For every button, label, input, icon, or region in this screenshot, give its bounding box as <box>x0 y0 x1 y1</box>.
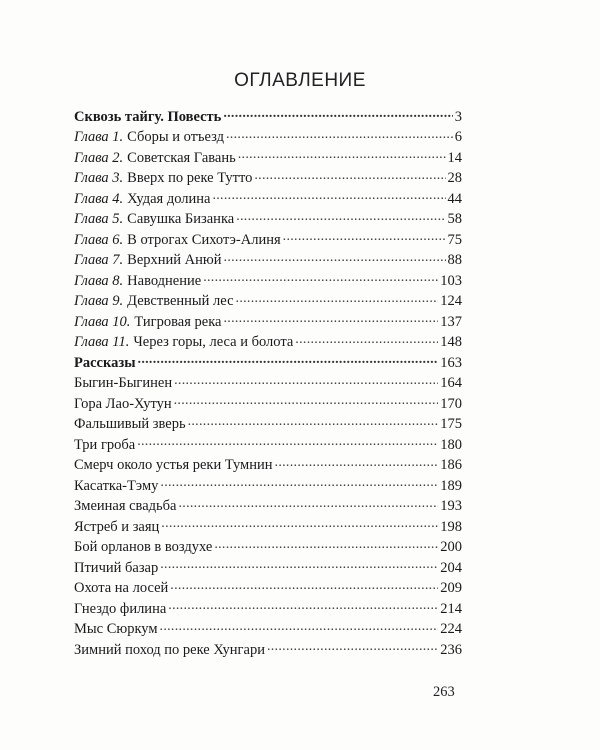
toc-entry <box>74 455 462 476</box>
entry-page-number: 58 <box>447 211 462 227</box>
toc-entry <box>74 619 462 640</box>
entry-title: В отрогах Сихотэ-Алиня <box>127 231 281 248</box>
toc-entry <box>74 414 462 435</box>
entry-title: Фальшивый зверь <box>74 416 186 432</box>
toc-entry <box>74 516 462 537</box>
chapter-prefix: Глава 7. <box>74 252 124 268</box>
dot-leader <box>188 416 439 431</box>
toc-entry <box>74 373 462 394</box>
dot-leader <box>137 436 438 451</box>
page-title: ОГЛАВЛЕНИЕ <box>234 70 366 91</box>
chapter-prefix: Глава 11. <box>74 334 130 350</box>
toc-entry <box>74 147 462 168</box>
entry-title: Гнездо филина <box>74 600 167 617</box>
dot-leader <box>168 600 438 615</box>
entry-title: Девственный лес <box>127 293 234 309</box>
entry-page-number: 209 <box>440 580 462 596</box>
toc-entry <box>74 291 462 312</box>
dot-leader <box>267 641 438 656</box>
entry-page-number: 175 <box>440 416 462 432</box>
chapter-prefix: Глава 1. <box>74 129 124 145</box>
dot-leader <box>224 252 446 267</box>
dot-leader <box>203 272 438 287</box>
dot-leader <box>212 190 445 205</box>
entry-page-number: 224 <box>440 621 462 637</box>
toc-entry <box>74 209 462 230</box>
entry-title: Тигровая река <box>134 313 222 330</box>
entry-title: Касатка-Тэму <box>74 477 159 494</box>
entry-page-number: 198 <box>440 518 462 535</box>
entry-page-number: 200 <box>440 539 462 555</box>
toc-entry <box>74 475 462 496</box>
entry-title: Зимний поход по реке Хунгари <box>74 641 265 658</box>
entry-page-number: 186 <box>440 457 462 473</box>
entry-page-number: 14 <box>447 149 462 166</box>
entry-title: Сквозь тайгу. Повесть <box>74 108 222 125</box>
toc-entry <box>74 352 462 373</box>
dot-leader <box>283 231 446 246</box>
toc-entry <box>74 168 462 189</box>
toc-entry <box>74 434 462 455</box>
page-number: 263 <box>433 684 455 700</box>
dot-leader <box>174 375 438 390</box>
toc-entry <box>74 393 462 414</box>
dot-leader <box>238 149 446 164</box>
entry-title: Рассказы <box>74 354 136 371</box>
entry-page-number: 148 <box>440 334 462 350</box>
entry-title: Смерч около устья реки Тумнин <box>74 457 273 473</box>
entry-title: Змеиная свадьба <box>74 498 177 514</box>
entry-title: Через горы, леса и болота <box>133 334 294 350</box>
toc-entry <box>74 598 462 619</box>
entry-title: Бой орланов в воздухе <box>74 539 213 555</box>
dot-leader <box>223 108 452 123</box>
chapter-prefix: Глава 2. <box>74 149 124 166</box>
chapter-prefix: Глава 3. <box>74 170 124 186</box>
chapter-prefix: Глава 10. <box>74 313 131 330</box>
toc-entry <box>74 537 462 558</box>
entry-page-number: 204 <box>440 559 462 576</box>
entry-title: Мыс Сюркум <box>74 621 158 637</box>
entry-title: Верхний Анюй <box>127 252 222 268</box>
entry-page-number: 236 <box>440 641 462 658</box>
toc-entry <box>74 229 462 250</box>
entry-page-number: 180 <box>440 436 462 453</box>
entry-page-number: 75 <box>447 231 462 248</box>
chapter-prefix: Глава 9. <box>74 293 124 309</box>
entry-title: Савушка Бизанка <box>127 211 235 227</box>
toc-entry <box>74 578 462 599</box>
toc-entry <box>74 332 462 353</box>
entry-title: Вверх по реке Тутто <box>127 170 253 186</box>
entry-page-number: 3 <box>454 108 462 125</box>
toc-entry <box>74 496 462 517</box>
dot-leader <box>160 559 438 574</box>
chapter-prefix: Глава 6. <box>74 231 124 248</box>
entry-page-number: 6 <box>454 129 462 145</box>
entry-title: Худая долина <box>127 190 211 207</box>
entry-title: Гора Лао-Хутун <box>74 395 172 412</box>
dot-leader <box>223 313 438 328</box>
dot-leader <box>170 580 438 595</box>
entry-title: Советская Гавань <box>127 149 236 166</box>
dot-leader <box>254 170 445 185</box>
dot-leader <box>178 498 438 513</box>
dot-leader <box>236 211 445 226</box>
toc-entry <box>74 311 462 332</box>
entry-page-number: 44 <box>447 190 462 207</box>
entry-page-number: 103 <box>440 272 462 289</box>
toc-entry <box>74 270 462 291</box>
toc-entry <box>74 250 462 271</box>
dot-leader <box>295 334 438 349</box>
dot-leader <box>174 395 439 410</box>
entry-page-number: 163 <box>440 354 462 371</box>
dot-leader <box>226 129 453 144</box>
dot-leader <box>138 354 439 369</box>
table-of-contents <box>74 106 462 660</box>
entry-page-number: 193 <box>440 498 462 514</box>
chapter-prefix: Глава 8. <box>74 272 124 289</box>
chapter-prefix: Глава 4. <box>74 190 124 207</box>
entry-title: Три гроба <box>74 436 136 453</box>
entry-page-number: 28 <box>447 170 462 186</box>
entry-page-number: 137 <box>440 313 462 330</box>
entry-page-number: 164 <box>440 375 462 391</box>
toc-entry <box>74 639 462 660</box>
toc-entry <box>74 188 462 209</box>
entry-page-number: 170 <box>440 395 462 412</box>
toc-entry <box>74 127 462 148</box>
dot-leader <box>161 518 438 533</box>
entry-title: Ястреб и заяц <box>74 518 160 535</box>
dot-leader <box>236 293 439 308</box>
entry-title: Быгин-Быгинен <box>74 375 173 391</box>
entry-page-number: 214 <box>440 600 462 617</box>
entry-page-number: 88 <box>447 252 462 268</box>
dot-leader <box>214 539 438 554</box>
entry-page-number: 124 <box>440 293 462 309</box>
entry-title: Сборы и отъезд <box>127 129 224 145</box>
chapter-prefix: Глава 5. <box>74 211 124 227</box>
entry-title: Птичий базар <box>74 559 159 576</box>
toc-entry <box>74 557 462 578</box>
entry-title: Наводнение <box>127 272 202 289</box>
entry-title: Охота на лосей <box>74 580 169 596</box>
toc-entry <box>74 106 462 127</box>
dot-leader <box>275 457 439 472</box>
entry-page-number: 189 <box>440 477 462 494</box>
dot-leader <box>160 477 438 492</box>
dot-leader <box>160 621 439 636</box>
